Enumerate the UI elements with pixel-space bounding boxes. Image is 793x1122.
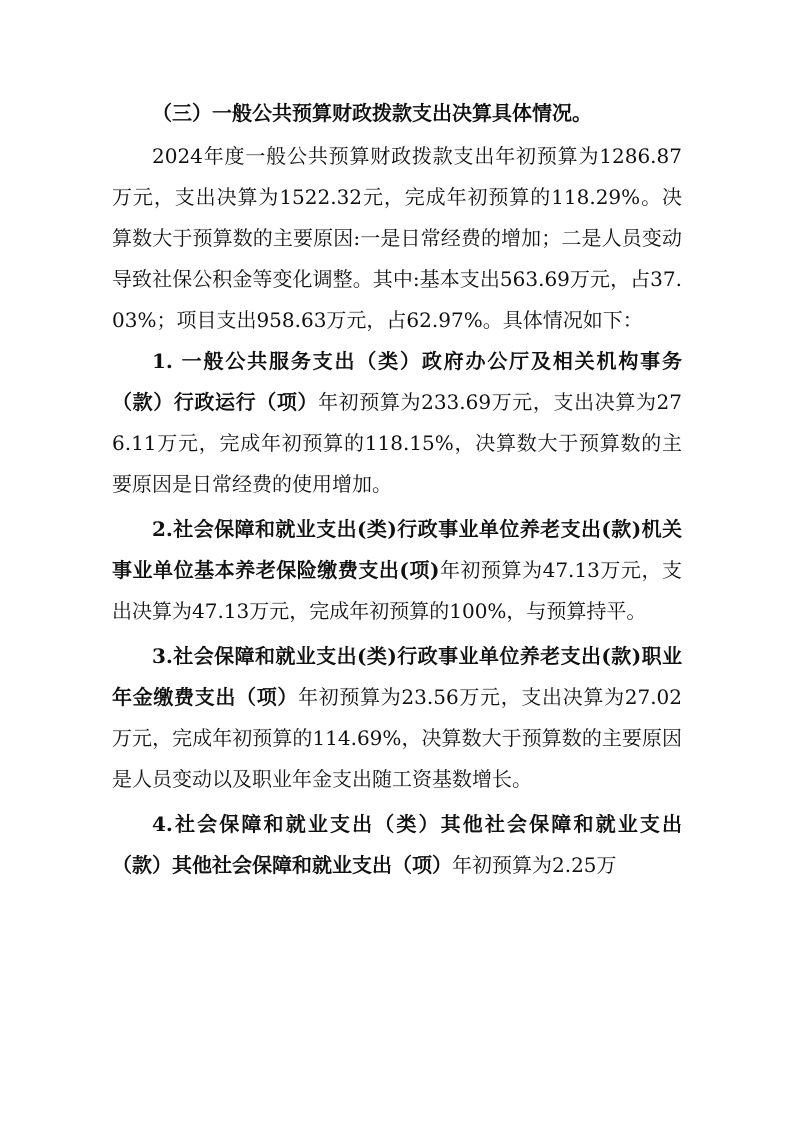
list-item <box>112 636 682 800</box>
intro-paragraph: 2024年度一般公共预算财政拨款支出年初预算为1286.87万元，支出决算为1522.32元，完成年初预算的118.29%。决算数大于预算数的主要原因:一是日常经费的增加；二是人员变动导致社保公积金等变化调整。其中:基本支出563.69万元，占37.03%；项目支出958.63万元，占62.97%。具体情况如下： <box>112 144 682 332</box>
item-text: 年初预算为23.56万元，支出决算为27.02万元，完成年初预算的114.69%，决算数大于预算数的主要原因是人员变动以及职业年金支出随工资基数增长。 <box>112 685 682 791</box>
item-title: 3.社会保障和就业支出(类)行政事业单位养老支出(款)职业年金缴费支出（项） <box>112 644 682 709</box>
list-item <box>112 804 682 886</box>
list-item <box>112 341 682 505</box>
document-body <box>112 93 682 890</box>
item-title: 4.社会保障和就业支出（类）其他社会保障和就业支出（款）其他社会保障和就业支出（项） <box>112 812 682 877</box>
item-text: 年初预算为233.69万元，支出决算为276.11万元，完成年初预算的118.15%，决算数大于预算数的主要原因是日常经费的使用增加。 <box>112 390 683 496</box>
list-item <box>112 509 682 632</box>
item-title: 1. 一般公共服务支出（类）政府办公厅及相关机构事务（款）行政运行（项） <box>112 349 682 414</box>
item-text: 年初预算为47.13万元，支出决算为47.13万元，完成年初预算的100%，与预算持平。 <box>112 558 682 623</box>
section-heading: （三）一般公共预算财政拨款支出决算具体情况。 <box>152 101 592 125</box>
item-text: 年初预算为2.25万 <box>452 853 617 877</box>
item-title: 2.社会保障和就业支出(类)行政事业单位养老支出(款)机关事业单位基本养老保险缴费支出(项) <box>112 517 682 582</box>
